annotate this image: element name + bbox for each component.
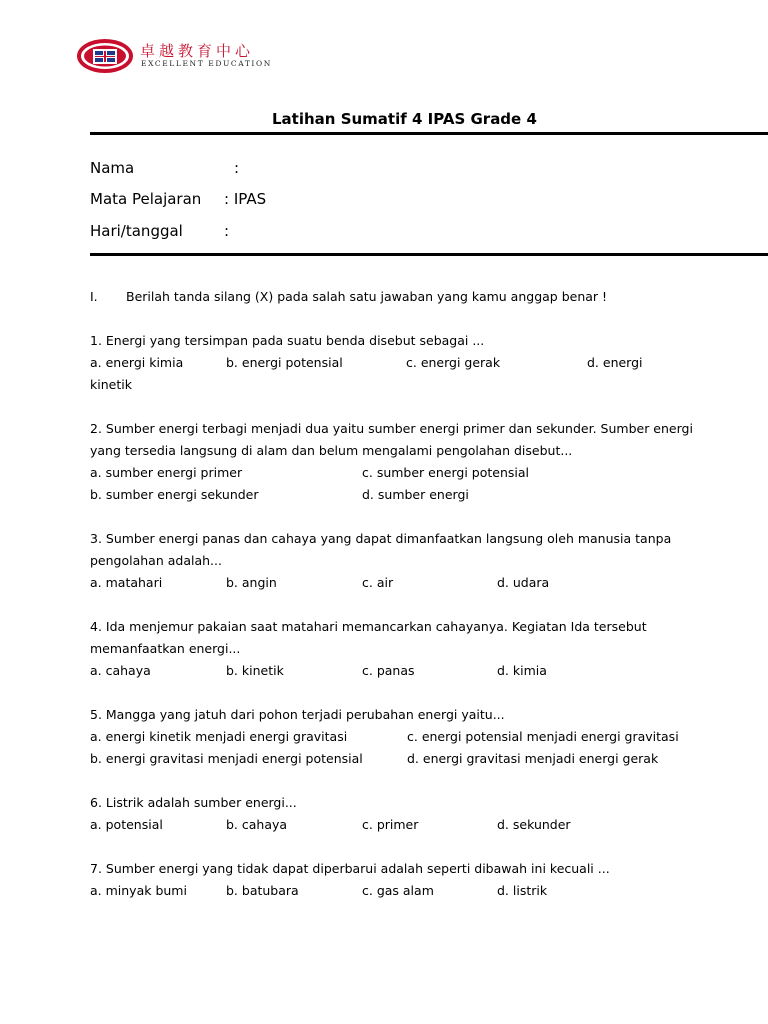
question-4-option-c: c. panas xyxy=(362,663,415,678)
logo-chinese-text: 卓越教育中心 xyxy=(140,42,255,60)
section-instruction: Berilah tanda silang (X) pada salah satu jawaban yang kamu anggap benar ! xyxy=(126,289,608,304)
question-1-option-a: a. energi kimia xyxy=(90,355,184,370)
question-1-option-b: b. energi potensial xyxy=(226,355,343,370)
page-title: Latihan Sumatif 4 IPAS Grade 4 xyxy=(272,110,537,128)
question-6-option-a: a. potensial xyxy=(90,817,163,832)
question-7-option-b: b. batubara xyxy=(226,883,299,898)
date-value: : xyxy=(224,222,230,240)
question-5-option-b: b. energi gravitasi menjadi energi potensial xyxy=(90,751,363,766)
top-divider xyxy=(90,132,768,135)
name-value: : xyxy=(234,159,240,177)
subject-value: : IPAS xyxy=(224,190,267,208)
logo-english-text: EXCELLENT EDUCATION xyxy=(141,59,272,68)
question-5-option-c: c. energi potensial menjadi energi gravitasi xyxy=(407,729,679,744)
question-2-option-b: b. sumber energi sekunder xyxy=(90,487,259,502)
question-3-option-b: b. angin xyxy=(226,575,277,590)
question-1-option-d-continuation: kinetik xyxy=(90,377,132,392)
question-5-text: 5. Mangga yang jatuh dari pohon terjadi perubahan energi yaitu... xyxy=(90,707,505,722)
question-4-option-b: b. kinetik xyxy=(226,663,284,678)
excellent-education-crest-icon xyxy=(76,38,134,74)
question-1-option-d: d. energi xyxy=(587,355,643,370)
question-3-text-line-1: 3. Sumber energi panas dan cahaya yang dapat dimanfaatkan langsung oleh manusia tanpa xyxy=(90,531,672,546)
question-4-option-a: a. cahaya xyxy=(90,663,151,678)
question-7-text: 7. Sumber energi yang tidak dapat diperbarui adalah seperti dibawah ini kecuali ... xyxy=(90,861,610,876)
question-6-text: 6. Listrik adalah sumber energi... xyxy=(90,795,297,810)
question-4-option-d: d. kimia xyxy=(497,663,547,678)
question-2-option-a: a. sumber energi primer xyxy=(90,465,243,480)
question-6-option-b: b. cahaya xyxy=(226,817,288,832)
date-label: Hari/tanggal xyxy=(90,222,183,240)
section-number: I. xyxy=(90,289,98,304)
question-4-text-line-2: memanfaatkan energi... xyxy=(90,641,241,656)
question-7-option-d: d. listrik xyxy=(497,883,548,898)
question-1-option-c: c. energi gerak xyxy=(406,355,501,370)
question-3-text-line-2: pengolahan adalah... xyxy=(90,553,222,568)
question-3-option-d: d. udara xyxy=(497,575,550,590)
name-label: Nama xyxy=(90,159,135,177)
question-7-option-c: c. gas alam xyxy=(362,883,434,898)
question-3-option-c: c. air xyxy=(362,575,394,590)
subject-label: Mata Pelajaran xyxy=(90,190,202,208)
question-2-option-d: d. sumber energi xyxy=(362,487,469,502)
question-5-option-a: a. energi kinetik menjadi energi gravitasi xyxy=(90,729,348,744)
question-2-option-c: c. sumber energi potensial xyxy=(362,465,529,480)
question-1-text: 1. Energi yang tersimpan pada suatu benda disebut sebagai ... xyxy=(90,333,485,348)
question-2-text-line-2: yang tersedia langsung di alam dan belum mengalami pengolahan disebut... xyxy=(90,443,573,458)
question-3-option-a: a. matahari xyxy=(90,575,163,590)
question-6-option-c: c. primer xyxy=(362,817,419,832)
question-4-text-line-1: 4. Ida menjemur pakaian saat matahari memancarkan cahayanya. Kegiatan Ida tersebut xyxy=(90,619,647,634)
question-5-option-d: d. energi gravitasi menjadi energi gerak xyxy=(407,751,659,766)
question-2-text-line-1: 2. Sumber energi terbagi menjadi dua yaitu sumber energi primer dan sekunder. Sumber energi xyxy=(90,421,693,436)
question-7-option-a: a. minyak bumi xyxy=(90,883,187,898)
bottom-divider xyxy=(90,253,768,256)
question-6-option-d: d. sekunder xyxy=(497,817,571,832)
